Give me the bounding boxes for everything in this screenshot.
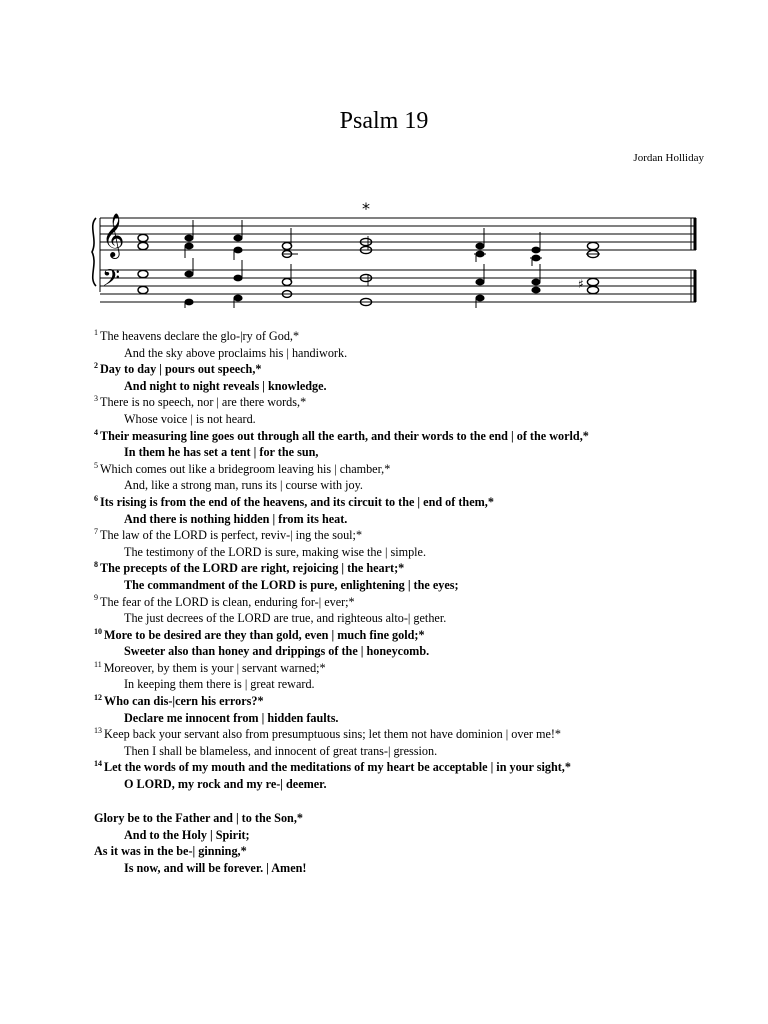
verse-first-half (94, 627, 754, 644)
treble-chord-4 (282, 228, 298, 257)
verse-second-half: Whose voice | is not heard. (124, 411, 256, 426)
verse-text: The precepts of the LORD are right, rejoicing | the heart;* (100, 561, 405, 576)
gloria-second-half: And to the Holy | Spirit; (124, 827, 250, 842)
verse-first-half (94, 560, 754, 577)
gloria-first-half: Glory be to the Father and | to the Son,* (94, 811, 303, 825)
verse-second-half: In keeping them there is | great reward. (124, 677, 315, 692)
gloria-patri (94, 810, 754, 876)
bass-chord-1 (138, 270, 148, 293)
sharp-accidental: ♯ (578, 277, 584, 291)
verse-second-half: The testimony of the LORD is sure, making wise the | simple. (124, 544, 427, 559)
verse-second-half: The just decrees of the LORD are true, and righteous alto-| gether. (124, 611, 447, 626)
verse-second-half: And, like a strong man, runs its | course with joy. (124, 478, 363, 493)
verse-second-half: In them he has set a tent | for the sun, (124, 445, 319, 460)
bass-chord-2 (184, 258, 193, 308)
bass-chord-5 (360, 274, 371, 305)
verse-text: Which comes out like a bridegroom leaving his | chamber,* (100, 461, 391, 476)
verse-number: 3 (94, 394, 98, 404)
treble-clef-icon: 𝄞 (102, 213, 125, 257)
verse-second-half: Declare me innocent from | hidden faults. (124, 710, 339, 725)
verse-number: 13 (94, 726, 102, 736)
psalm-text (94, 328, 754, 793)
verse-first-half (94, 759, 754, 776)
chant-score (88, 196, 718, 308)
verse-second-half: The commandment of the LORD is pure, enlightening | the eyes; (124, 577, 459, 592)
verse-second-half: And the sky above proclaims his | handiwork. (124, 345, 348, 360)
pointing-asterisk: * (362, 199, 370, 218)
verse-text: Its rising is from the end of the heavens, and its circuit to the | end of them,* (100, 494, 494, 509)
verse-first-half (94, 394, 754, 411)
verse-text: Moreover, by them is your | servant warned;* (103, 660, 326, 675)
verse-second-half: And there is nothing hidden | from its heat. (124, 511, 348, 526)
verse-text: The fear of the LORD is clean, enduring for-| ever;* (100, 594, 355, 609)
verse-text: Keep back your servant also from presumptuous sins; let them not have dominion | over me!* (104, 727, 562, 742)
verse-number: 9 (94, 593, 98, 603)
verse-first-half (94, 660, 754, 677)
verse-text: The law of the LORD is perfect, reviv-| ing the soul;* (100, 528, 363, 543)
verse-number: 2 (94, 361, 98, 371)
verse-text: Who can dis-|cern his errors?* (104, 694, 264, 709)
verse-number: 1 (94, 327, 98, 337)
verse-second-half: And night to night reveals | knowledge. (124, 378, 327, 393)
verse-text: More to be desired are they than gold, even | much fine gold;* (104, 627, 425, 642)
gloria-second-half: Is now, and will be forever. | Amen! (124, 860, 307, 875)
verse-number: 5 (94, 460, 98, 470)
bass-chord-8 (578, 277, 599, 294)
final-barline (691, 218, 695, 302)
verse-text: There is no speech, nor | are there words,* (100, 395, 307, 410)
verse-first-half (94, 328, 754, 345)
verse-number: 7 (94, 527, 98, 537)
treble-chord-7 (530, 232, 542, 266)
page-title: Psalm 19 (339, 108, 429, 134)
verse-first-half (94, 527, 754, 544)
verse-first-half (94, 361, 754, 378)
treble-chord-5 (360, 238, 371, 253)
verse-second-half: Then I shall be blameless, and innocent of great trans-| gression. (124, 743, 438, 758)
verse-second-half: Sweeter also than honey and drippings of the | honeycomb. (124, 644, 430, 659)
verse-first-half (94, 461, 754, 478)
verse-first-half (94, 428, 754, 445)
verse-text: Let the words of my mouth and the meditations of my heart be acceptable | in your sight,* (104, 760, 571, 775)
gloria-first-half: As it was in the be-| ginning,* (94, 844, 247, 859)
verse-first-half (94, 594, 754, 611)
bass-chord-3 (233, 260, 242, 308)
verse-first-half (94, 726, 754, 743)
bass-chord-4 (282, 264, 291, 297)
verse-text: Day to day | pours out speech,* (100, 362, 262, 377)
bass-clef-icon: 𝄢 (102, 264, 121, 297)
verse-number: 12 (94, 693, 102, 702)
verse-number: 6 (94, 493, 98, 503)
treble-chord-6 (474, 228, 486, 262)
verse-first-half (94, 494, 754, 511)
verse-number: 8 (94, 560, 98, 570)
verse-first-half (94, 693, 754, 710)
bass-chord-7 (531, 264, 540, 293)
verse-number: 11 (94, 659, 102, 669)
verse-text: The heavens declare the glo-|ry of God,* (100, 329, 300, 343)
verse-number: 4 (94, 427, 98, 437)
composer-name: Jordan Holliday (633, 152, 704, 164)
grand-staff-brace (92, 218, 96, 286)
verse-text: Their measuring line goes out through all the earth, and their words to the end | of the world,* (100, 428, 589, 443)
verse-number: 10 (94, 626, 102, 636)
verse-number: 14 (94, 759, 102, 769)
verse-second-half: O LORD, my rock and my re-| deemer. (124, 777, 327, 792)
